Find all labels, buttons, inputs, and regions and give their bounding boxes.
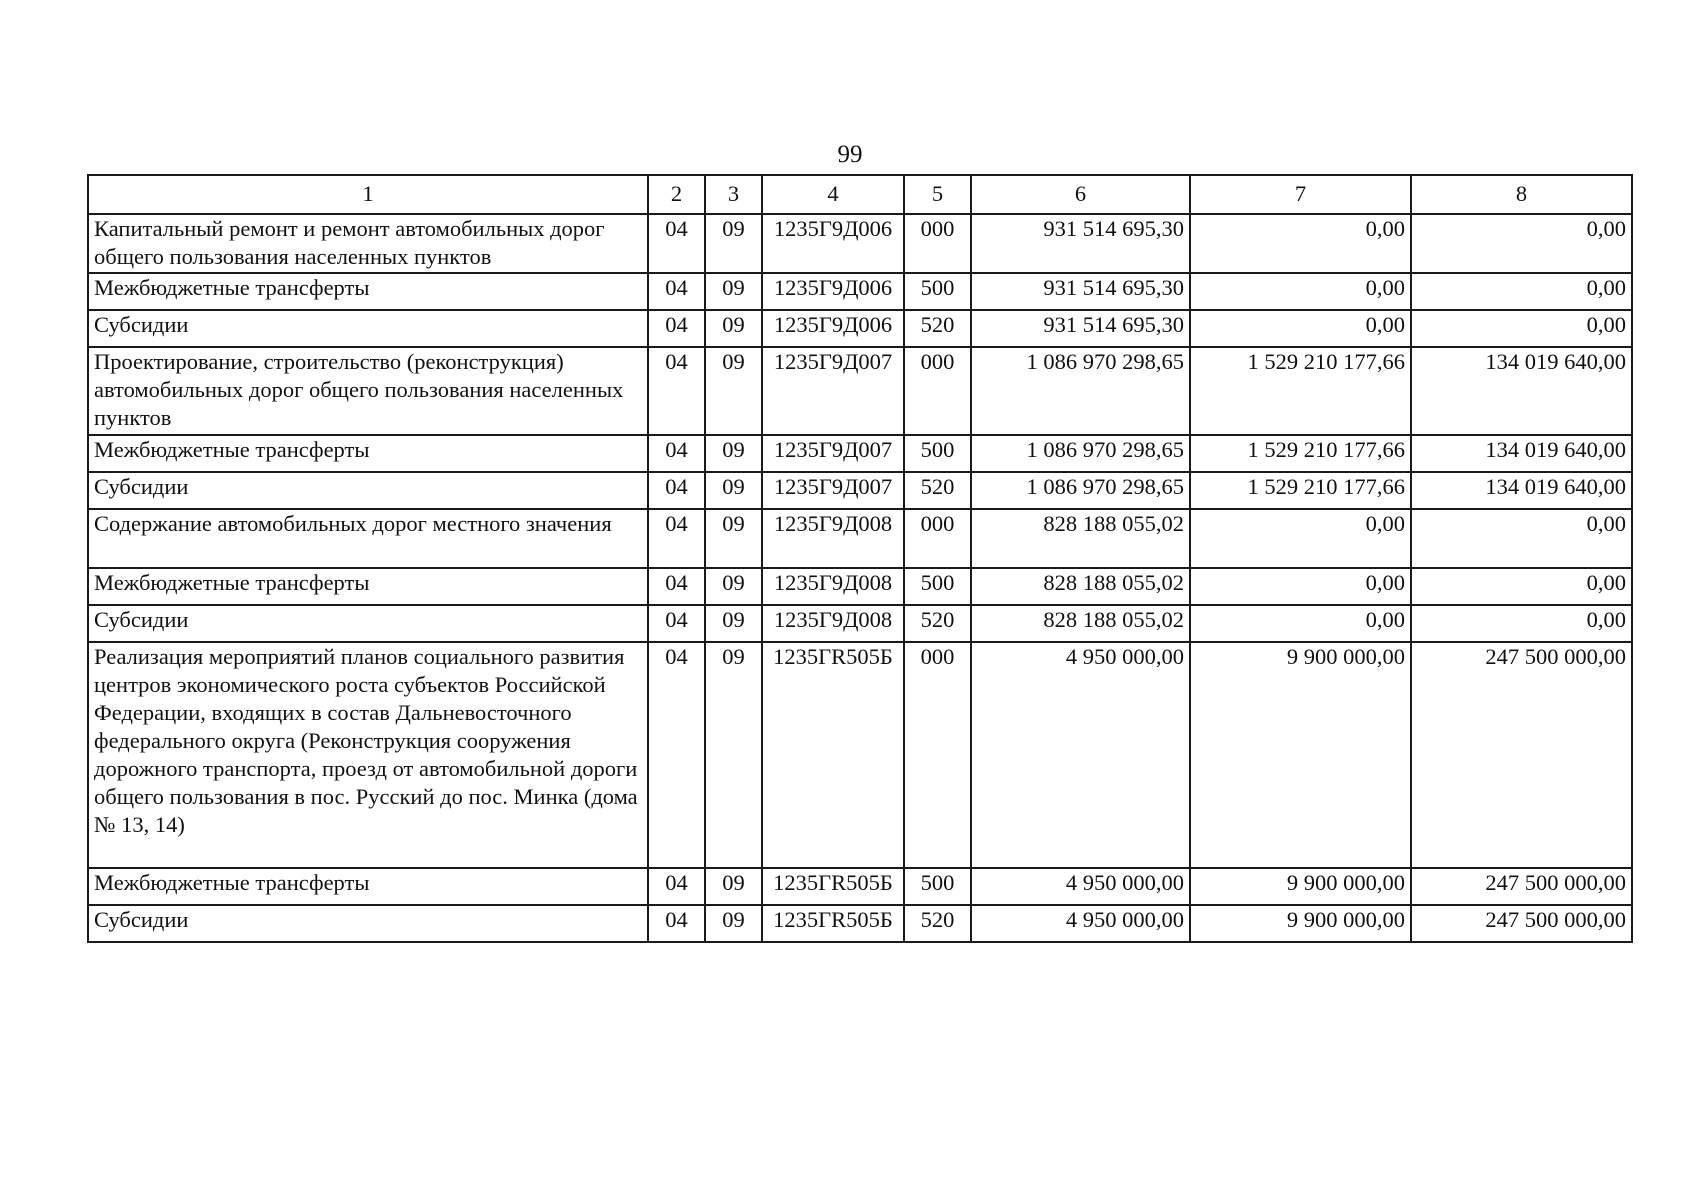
target-article-code: 1235ГR505Б	[762, 868, 904, 905]
expense-type-code: 520	[904, 472, 971, 509]
section-code: 04	[648, 273, 705, 310]
expense-type-code: 520	[904, 310, 971, 347]
amount-col7: 1 529 210 177,66	[1190, 435, 1411, 472]
target-article-code: 1235ГR505Б	[762, 905, 904, 942]
column-header: 6	[971, 175, 1190, 214]
table-row	[88, 347, 1632, 435]
amount-col8: 247 500 000,00	[1411, 905, 1632, 942]
table-row	[88, 605, 1632, 642]
expense-type-code: 500	[904, 568, 971, 605]
target-article-code: 1235Г9Д007	[762, 435, 904, 472]
amount-col6: 931 514 695,30	[971, 310, 1190, 347]
amount-col6: 828 188 055,02	[971, 605, 1190, 642]
target-article-code: 1235Г9Д008	[762, 568, 904, 605]
amount-col6: 4 950 000,00	[971, 868, 1190, 905]
table-row	[88, 509, 1632, 568]
subsection-code: 09	[705, 310, 762, 347]
expense-name: Субсидии	[88, 605, 648, 642]
amount-col7: 0,00	[1190, 605, 1411, 642]
expense-type-code: 000	[904, 642, 971, 868]
target-article-code: 1235Г9Д006	[762, 310, 904, 347]
expense-name: Капитальный ремонт и ремонт автомобильных дорог общего пользования населенных пунктов	[88, 214, 648, 273]
subsection-code: 09	[705, 435, 762, 472]
amount-col7: 1 529 210 177,66	[1190, 347, 1411, 435]
section-code: 04	[648, 868, 705, 905]
expense-type-code: 500	[904, 435, 971, 472]
subsection-code: 09	[705, 472, 762, 509]
page-number: 99	[837, 141, 863, 168]
amount-col8: 0,00	[1411, 214, 1632, 273]
table-row	[88, 568, 1632, 605]
amount-col6: 931 514 695,30	[971, 214, 1190, 273]
subsection-code: 09	[705, 347, 762, 435]
table-row	[88, 214, 1632, 273]
subsection-code: 09	[705, 605, 762, 642]
amount-col7: 9 900 000,00	[1190, 868, 1411, 905]
column-header: 4	[762, 175, 904, 214]
amount-col8: 0,00	[1411, 568, 1632, 605]
subsection-code: 09	[705, 509, 762, 568]
amount-col7: 0,00	[1190, 310, 1411, 347]
expense-name: Межбюджетные трансферты	[88, 273, 648, 310]
amount-col7: 9 900 000,00	[1190, 905, 1411, 942]
target-article-code: 1235ГR505Б	[762, 642, 904, 868]
column-header: 8	[1411, 175, 1632, 214]
column-header: 3	[705, 175, 762, 214]
amount-col6: 828 188 055,02	[971, 509, 1190, 568]
table-row	[88, 868, 1632, 905]
expense-type-code: 520	[904, 905, 971, 942]
amount-col6: 1 086 970 298,65	[971, 435, 1190, 472]
expense-name: Субсидии	[88, 905, 648, 942]
target-article-code: 1235Г9Д007	[762, 472, 904, 509]
amount-col8: 0,00	[1411, 605, 1632, 642]
amount-col6: 1 086 970 298,65	[971, 347, 1190, 435]
subsection-code: 09	[705, 868, 762, 905]
section-code: 04	[648, 347, 705, 435]
subsection-code: 09	[705, 905, 762, 942]
amount-col8: 247 500 000,00	[1411, 642, 1632, 868]
amount-col8: 0,00	[1411, 273, 1632, 310]
column-header: 2	[648, 175, 705, 214]
section-code: 04	[648, 642, 705, 868]
section-code: 04	[648, 605, 705, 642]
section-code: 04	[648, 905, 705, 942]
table-row	[88, 905, 1632, 942]
table-row	[88, 472, 1632, 509]
expense-type-code: 500	[904, 273, 971, 310]
section-code: 04	[648, 435, 705, 472]
expense-name: Межбюджетные трансферты	[88, 868, 648, 905]
expense-name: Субсидии	[88, 310, 648, 347]
expense-name: Межбюджетные трансферты	[88, 568, 648, 605]
amount-col8: 247 500 000,00	[1411, 868, 1632, 905]
expense-name: Межбюджетные трансферты	[88, 435, 648, 472]
subsection-code: 09	[705, 214, 762, 273]
table-header-row	[88, 175, 1632, 214]
section-code: 04	[648, 568, 705, 605]
column-header: 1	[88, 175, 648, 214]
amount-col7: 0,00	[1190, 273, 1411, 310]
amount-col7: 0,00	[1190, 214, 1411, 273]
amount-col7: 9 900 000,00	[1190, 642, 1411, 868]
target-article-code: 1235Г9Д008	[762, 509, 904, 568]
amount-col6: 1 086 970 298,65	[971, 472, 1190, 509]
amount-col6: 828 188 055,02	[971, 568, 1190, 605]
amount-col6: 4 950 000,00	[971, 642, 1190, 868]
amount-col8: 134 019 640,00	[1411, 435, 1632, 472]
subsection-code: 09	[705, 273, 762, 310]
amount-col7: 0,00	[1190, 509, 1411, 568]
table-row	[88, 435, 1632, 472]
target-article-code: 1235Г9Д006	[762, 214, 904, 273]
amount-col7: 0,00	[1190, 568, 1411, 605]
table-row	[88, 273, 1632, 310]
column-header: 5	[904, 175, 971, 214]
amount-col6: 4 950 000,00	[971, 905, 1190, 942]
table-row	[88, 642, 1632, 868]
expense-name: Содержание автомобильных дорог местного значения	[88, 509, 648, 568]
amount-col8: 0,00	[1411, 310, 1632, 347]
expense-name: Субсидии	[88, 472, 648, 509]
expense-type-code: 520	[904, 605, 971, 642]
expense-type-code: 500	[904, 868, 971, 905]
expense-type-code: 000	[904, 509, 971, 568]
budget-table	[87, 174, 1633, 943]
section-code: 04	[648, 509, 705, 568]
expense-name: Проектирование, строительство (реконструкция) автомобильных дорог общего пользования населенных пунктов	[88, 347, 648, 435]
target-article-code: 1235Г9Д008	[762, 605, 904, 642]
amount-col7: 1 529 210 177,66	[1190, 472, 1411, 509]
target-article-code: 1235Г9Д006	[762, 273, 904, 310]
target-article-code: 1235Г9Д007	[762, 347, 904, 435]
subsection-code: 09	[705, 642, 762, 868]
amount-col8: 134 019 640,00	[1411, 347, 1632, 435]
amount-col6: 931 514 695,30	[971, 273, 1190, 310]
expense-type-code: 000	[904, 214, 971, 273]
section-code: 04	[648, 472, 705, 509]
column-header: 7	[1190, 175, 1411, 214]
expense-name: Реализация мероприятий планов социального развития центров экономического роста субъектов Российской Федерации, входящих в состав Дальневосточного федерального округа (Реконструкция сооружения дорожного транспорта, проезд от автомобильной дороги общего пользования в пос. Русский до пос. Минка (дома № 13, 14)	[88, 642, 648, 868]
table-row	[88, 310, 1632, 347]
amount-col8: 134 019 640,00	[1411, 472, 1632, 509]
amount-col8: 0,00	[1411, 509, 1632, 568]
expense-type-code: 000	[904, 347, 971, 435]
section-code: 04	[648, 310, 705, 347]
section-code: 04	[648, 214, 705, 273]
subsection-code: 09	[705, 568, 762, 605]
